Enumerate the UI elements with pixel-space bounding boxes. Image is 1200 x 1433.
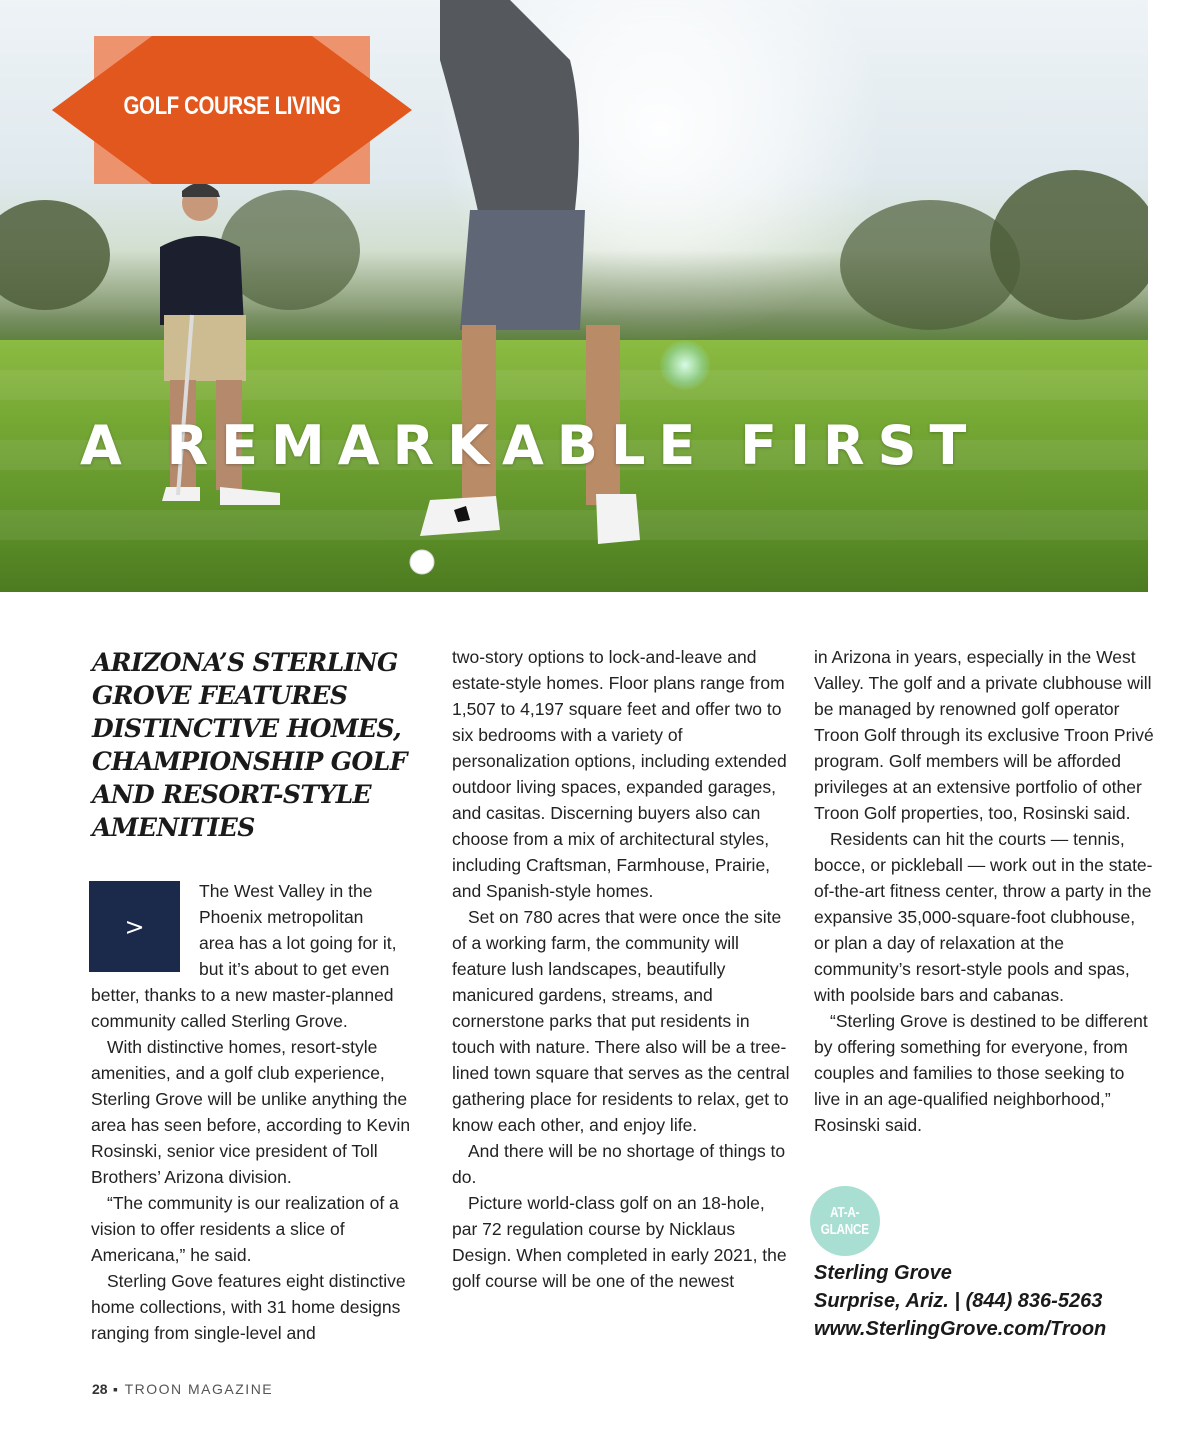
golf-ball bbox=[408, 548, 436, 576]
intro-line: area has a lot going for it, bbox=[199, 933, 397, 953]
intro-line: The West Valley in the bbox=[199, 881, 373, 901]
paragraph: “Sterling Grove is destined to be different by offering something for everyone, from couples and families to those seeking to live in an age-qualified neighborhood,” Rosinski said. bbox=[814, 1011, 1148, 1135]
paragraph: Residents can hit the courts — tennis, bocce, or pickleball — work out in the state-of-the-art fitness center, throw a party in the expansive 35,000-square-foot clubhouse, or plan a day of relaxation at the community’s resort-style pools and spas, with poolside bars and cabanas. bbox=[814, 829, 1153, 1005]
lens-flare bbox=[660, 340, 710, 390]
page-number: 28 bbox=[92, 1381, 108, 1397]
article-title: A REMARKABLE FIRST bbox=[80, 414, 980, 477]
section-label: GOLF COURSE LIVING bbox=[123, 92, 341, 120]
column-2 bbox=[452, 644, 792, 1294]
website-link[interactable]: www.SterlingGrove.com/Troon bbox=[814, 1318, 1107, 1340]
at-a-glance-badge bbox=[810, 1186, 880, 1256]
paragraph: Picture world-class golf on an 18-hole, par 72 regulation course by Nicklaus Design. When completed in early 2021, the golf course will be one of the newest bbox=[452, 1193, 787, 1291]
glance-line: GLANCE bbox=[820, 1221, 869, 1238]
glance-line: AT-A- bbox=[830, 1204, 860, 1221]
page-footer bbox=[92, 1381, 273, 1397]
intro-line: but it’s about to get even bbox=[199, 959, 390, 979]
article-deck: ARIZONA’S STERLING GROVE FEATURES DISTINCTIVE HOMES, CHAMPIONSHIP GOLF AND RESORT-STYLE AMENITIES bbox=[92, 648, 407, 842]
tree bbox=[990, 170, 1148, 320]
column-1 bbox=[91, 878, 431, 1346]
paragraph: And there will be no shortage of things to do. bbox=[452, 1141, 786, 1187]
column-3 bbox=[814, 644, 1154, 1138]
paragraph: in Arizona in years, especially in the West Valley. The golf and a private clubhouse will be managed by renowned golf operator Troon Golf through its exclusive Troon Privé program. Golf members will be afforded privileges at an extensive portfolio of other Troon Golf properties, too, Rosinski said. bbox=[814, 647, 1154, 823]
paragraph: better, thanks to a new master-planned community called Sterling Grove. bbox=[91, 985, 394, 1031]
community-name: Sterling Grove bbox=[814, 1262, 952, 1284]
location-phone: Surprise, Ariz. | (844) 836-5263 bbox=[814, 1290, 1103, 1312]
paragraph: “The community is our realization of a vision to offer residents a slice of Americana,” he said. bbox=[91, 1193, 399, 1265]
paragraph: two-story options to lock-and-leave and estate-style homes. Floor plans range from 1,507 to 4,197 square feet and offer two to six bedrooms with a variety of personalization options, including extended outdoor living spaces, expanded garages, and casitas. Discerning buyers also can choose from a mix of architectural styles, including Craftsman, Farmhouse, Prairie, and Spanish-style homes. bbox=[452, 647, 787, 901]
paragraph: Set on 780 acres that were once the site of a working farm, the community will feature lush landscapes, beautifully manicured gardens, streams, and cornerstone parks that put residents in touch with nature. There also will be a tree-lined town square that serves as the central gathering place for residents to relax, get to know each other, and enjoy life. bbox=[452, 907, 790, 1135]
hero-photo bbox=[0, 0, 1148, 592]
intro-line: Phoenix metropolitan bbox=[199, 907, 364, 927]
magazine-name: TROON MAGAZINE bbox=[124, 1381, 274, 1397]
footer-separator: ▪ bbox=[112, 1381, 120, 1397]
chevron-right-icon: > bbox=[124, 912, 145, 941]
wrapped-intro bbox=[91, 878, 431, 982]
at-a-glance-info bbox=[814, 1259, 1154, 1343]
paragraph: With distinctive homes, resort-style amenities, and a golf club experience, Sterling Grove will be unlike anything the area has seen before, according to Kevin Rosinski, senior vice president of Toll Brothers’ Arizona division. bbox=[91, 1037, 411, 1187]
paragraph: Sterling Gove features eight distinctive home collections, with 31 home designs ranging from single-level and bbox=[91, 1271, 406, 1343]
